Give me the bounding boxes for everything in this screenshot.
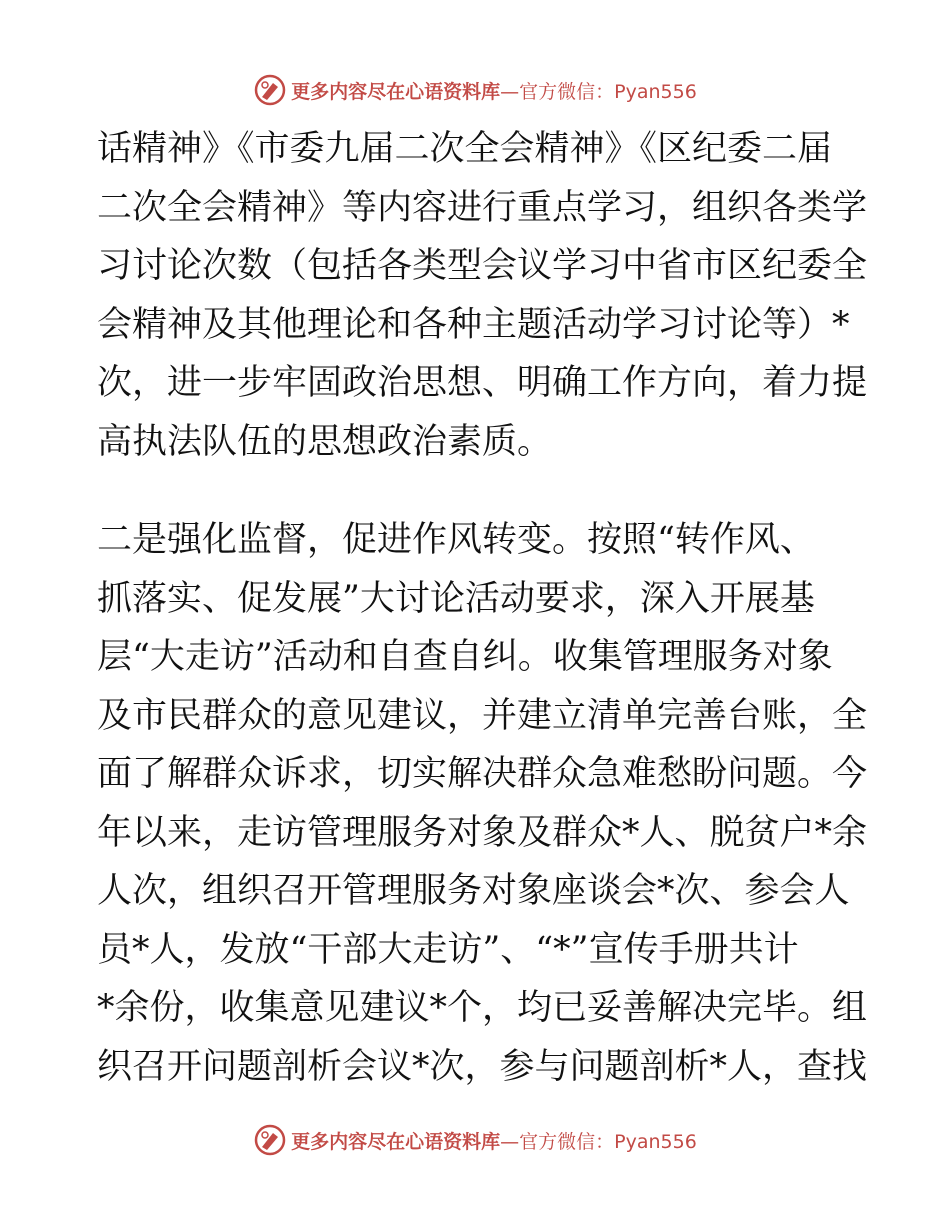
paragraph-1: [97, 120, 868, 471]
text-line: 习讨论次数（包括各类型会议学习中省市区纪委全: [97, 246, 868, 286]
brand-logo-icon: [253, 73, 287, 107]
text-line: 人次，组织召开管理服务对象座谈会*次、参会人: [97, 871, 850, 911]
document-body: [97, 120, 868, 1096]
text-line: 会精神及其他理论和各种主题活动学习讨论等）*: [97, 304, 850, 345]
text-line: 年以来，走访管理服务对象及群众*人、脱贫户*余: [97, 812, 868, 853]
text-line: 二是强化监督，促进作风转变。按照“转作风、: [97, 520, 815, 560]
text-line: 话精神》《市委九届二次全会精神》《区纪委二届: [97, 129, 833, 169]
text-line: 织召开问题剖析会议*次，参与问题剖析*人，查找: [97, 1046, 868, 1087]
brand-logo-icon: [253, 1123, 287, 1157]
text-line: 及市民群众的意见建议，并建立清单完善台账，全: [97, 695, 868, 736]
header-banner: [0, 68, 950, 112]
paragraph-gap: [97, 471, 857, 511]
footer-slogan: 更多内容尽在心语资料库: [291, 1130, 501, 1153]
text-line: 次，进一步牢固政治思想、明确工作方向，着力提: [97, 363, 868, 403]
text-line: 二次全会精神》等内容进行重点学习，组织各类学: [97, 187, 868, 228]
header-contact: —官方微信：Pyan556: [500, 80, 697, 103]
text-line: 员*人，发放“干部大走访”、“*”宣传手册共计: [97, 929, 799, 970]
footer-banner: [0, 1118, 950, 1162]
footer-contact: —官方微信：Pyan556: [500, 1130, 697, 1153]
header-slogan: 更多内容尽在心语资料库: [291, 80, 501, 103]
text-line: 高执法队伍的思想政治素质。: [97, 421, 553, 462]
text-line: 抓落实、促发展”大讨论活动要求，深入开展基: [97, 578, 815, 619]
text-line: 层“大走访”活动和自查自纠。收集管理服务对象: [97, 637, 833, 677]
text-line: 面了解群众诉求，切实解决群众急难愁盼问题。今: [97, 754, 868, 794]
paragraph-2: [97, 511, 868, 1096]
text-line: *余份，收集意见建议*个，均已妥善解决完毕。组: [97, 988, 868, 1028]
